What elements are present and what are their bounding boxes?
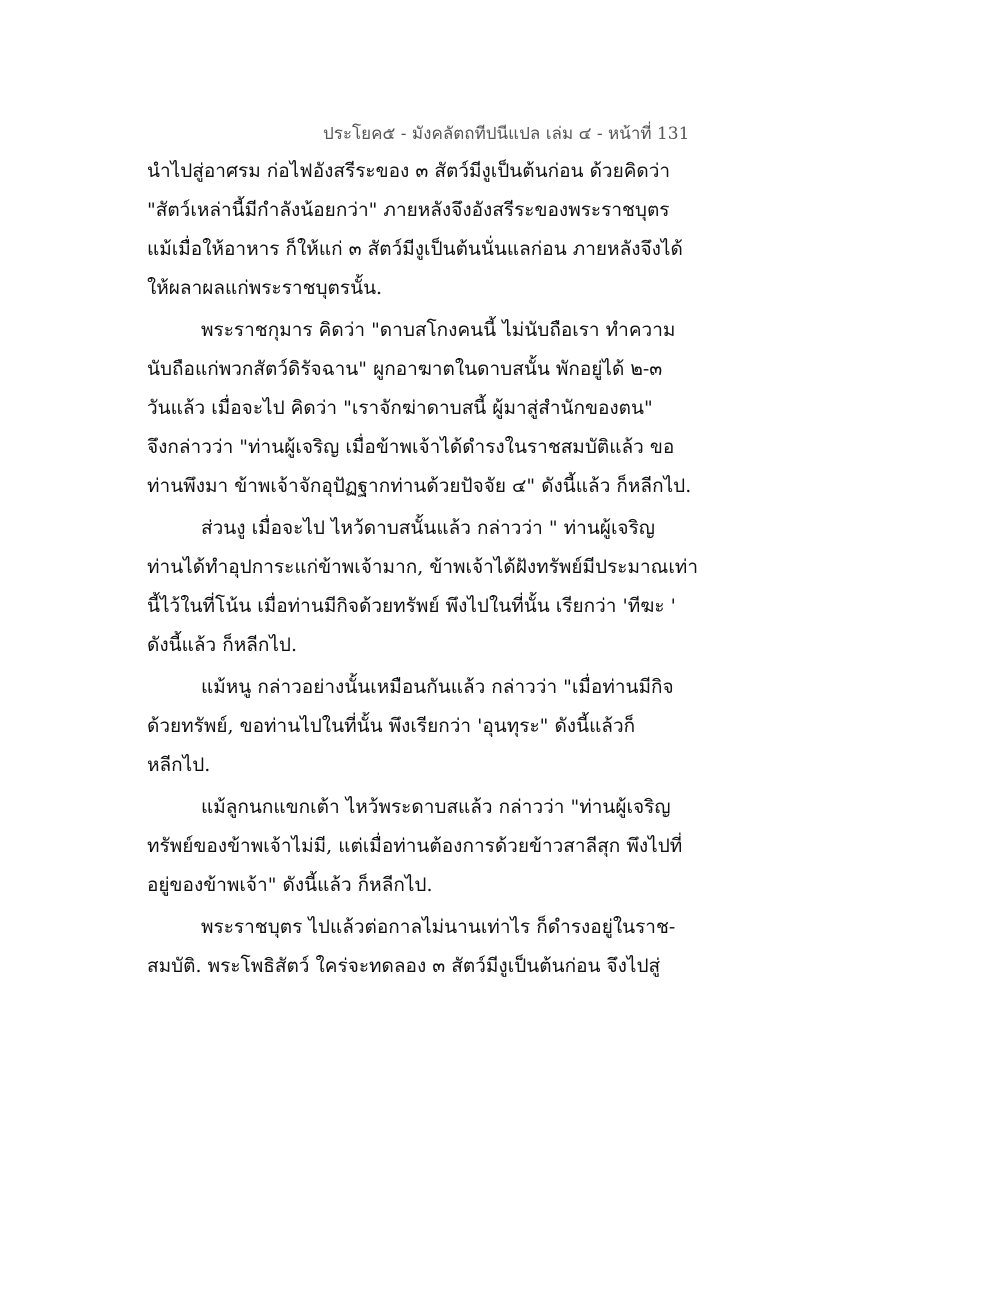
text-line: อยู่ของข้าพเจ้า" ดังนี้แล้ว ก็หลีกไป. bbox=[147, 874, 433, 896]
text-line: ด้วยทรัพย์, ขอท่านไปในที่นั้น พึงเรียกว่า 'อุนทุระ" ดังนี้แล้วก็ bbox=[147, 715, 636, 737]
text-line: ท่านได้ทำอุปการะแก่ข้าพเจ้ามาก, ข้าพเจ้าได้ฝังทรัพย์มีประมาณเท่า bbox=[147, 556, 698, 578]
text-line: วันแล้ว เมื่อจะไป คิดว่า "เราจักฆ่าดาบสนี้ ผู้มาสู่สำนักของตน" bbox=[147, 397, 653, 419]
text-line: นับถือแก่พวกสัตว์ดิรัจฉาน" ผูกอาฆาตในดาบสนั้น พักอยู่ได้ ๒-๓ bbox=[147, 358, 663, 380]
text-line: ทรัพย์ของข้าพเจ้าไม่มี, แต่เมื่อท่านต้องการด้วยข้าวสาลีสุก พึงไปที่ bbox=[147, 835, 683, 857]
body-text bbox=[147, 152, 707, 989]
text-line: นำไปสู่อาศรม ก่อไฟอังสรีระของ ๓ สัตว์มีงูเป็นต้นก่อน ด้วยคิดว่า bbox=[147, 160, 671, 182]
text-line: ให้ผลาผลแก่พระราชบุตรนั้น. bbox=[147, 277, 383, 299]
text-line: จึงกล่าวว่า "ท่านผู้เจริญ เมื่อข้าพเจ้าได้ดำรงในราชสมบัติแล้ว ขอ bbox=[147, 436, 675, 458]
paragraph bbox=[147, 311, 707, 506]
page-header: ประโยค๕ - มังคลัตถทีปนีแปล เล่ม ๔ - หน้าที่ 131 bbox=[323, 124, 690, 144]
paragraph bbox=[147, 668, 707, 785]
paragraph bbox=[147, 152, 707, 308]
text-line: แม้ลูกนกแขกเต้า ไหว้พระดาบสแล้ว กล่าวว่า "ท่านผู้เจริญ bbox=[201, 796, 671, 818]
paragraph bbox=[147, 509, 707, 665]
text-line: ท่านพึงมา ข้าพเจ้าจักอุปัฏฐากท่านด้วยปัจจัย ๔" ดังนี้แล้ว ก็หลีกไป. bbox=[147, 475, 692, 497]
text-line: นี้ไว้ในที่โน้น เมื่อท่านมีกิจด้วยทรัพย์ พึงไปในที่นั้น เรียกว่า 'ทีฆะ ' bbox=[147, 595, 676, 617]
text-line: พระราชกุมาร คิดว่า "ดาบสโกงคนนี้ ไม่นับถือเรา ทำความ bbox=[201, 319, 676, 341]
text-line: สมบัติ. พระโพธิสัตว์ ใคร่จะทดลอง ๓ สัตว์มีงูเป็นต้นก่อน จึงไปสู่ bbox=[147, 955, 661, 977]
text-line: "สัตว์เหล่านี้มีกำลังน้อยกว่า" ภายหลังจึงอังสรีระของพระราชบุตร bbox=[147, 199, 670, 221]
text-line: หลีกไป. bbox=[147, 754, 211, 776]
text-line: ส่วนงู เมื่อจะไป ไหว้ดาบสนั้นแล้ว กล่าวว่า " ท่านผู้เจริญ bbox=[201, 517, 655, 539]
text-line: ดังนี้แล้ว ก็หลีกไป. bbox=[147, 634, 298, 656]
paragraph bbox=[147, 788, 707, 905]
text-line: แม้หนู กล่าวอย่างนั้นเหมือนกันแล้ว กล่าวว่า "เมื่อท่านมีกิจ bbox=[201, 676, 674, 698]
paragraph bbox=[147, 908, 707, 986]
text-line: พระราชบุตร ไปแล้วต่อกาลไม่นานเท่าไร ก็ดำรงอยู่ในราช- bbox=[201, 916, 676, 938]
text-line: แม้เมื่อให้อาหาร ก็ให้แก่ ๓ สัตว์มีงูเป็นต้นนั่นแลก่อน ภายหลังจึงได้ bbox=[147, 238, 683, 260]
